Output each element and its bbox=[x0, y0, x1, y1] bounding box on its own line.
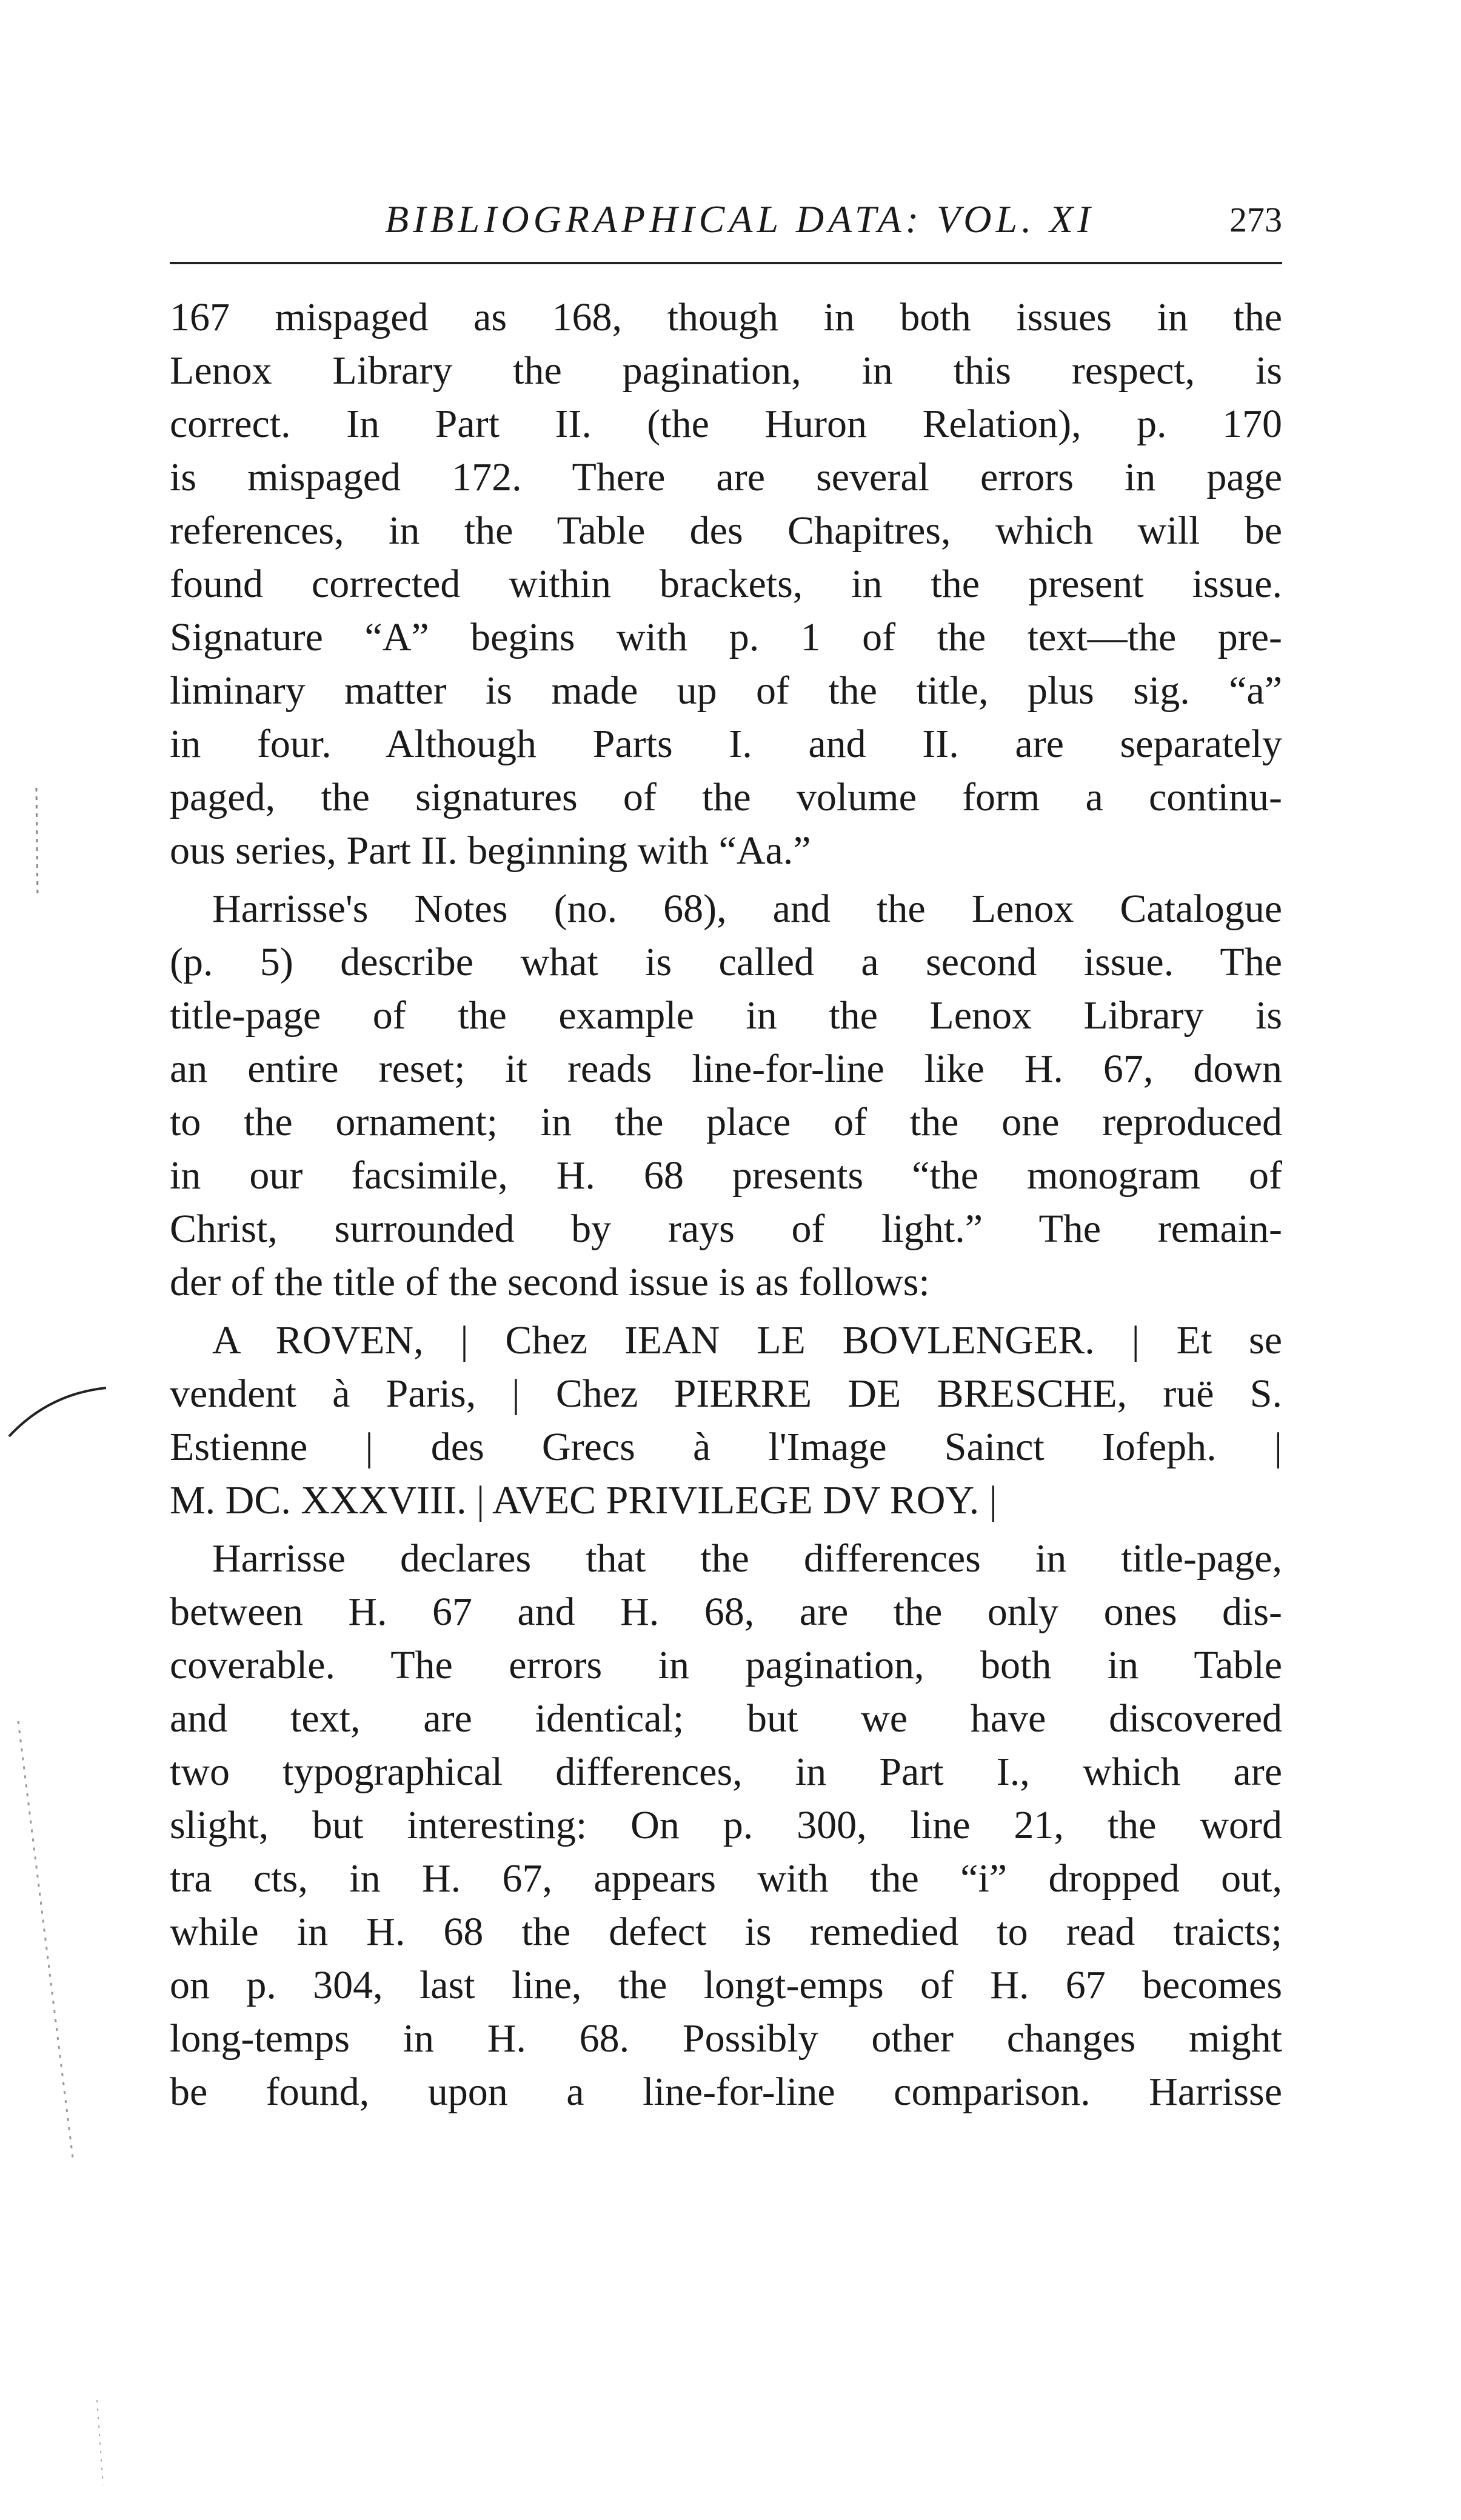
text-line: Lenox Library the pagination, in this respect, is bbox=[170, 348, 1282, 393]
text-line: 167 mispaged as 168, though in both issues in the bbox=[170, 295, 1282, 339]
text-line: two typographical differences, in Part I., which are bbox=[170, 1750, 1282, 1794]
paragraph-gap bbox=[170, 1527, 1282, 1532]
text-line: title-page of the example in the Lenox Library is bbox=[170, 993, 1282, 1038]
text-line: while in H. 68 the defect is remedied to read traicts; bbox=[170, 1910, 1282, 1954]
text-line: on p. 304, last line, the longt-emps of H. 67 becomes bbox=[170, 1963, 1282, 2007]
text-line: Signature “A” begins with p. 1 of the text—the pre- bbox=[170, 615, 1282, 659]
text-line: A ROVEN, | Chez IEAN LE BOVLENGER. | Et se bbox=[212, 1318, 1282, 1362]
text-line: Harrisse's Notes (no. 68), and the Lenox Catalogue bbox=[212, 887, 1282, 931]
text-line: an entire reset; it reads line-for-line like H. 67, down bbox=[170, 1047, 1282, 1091]
running-title: BIBLIOGRAPHICAL DATA: VOL. XI bbox=[385, 198, 1095, 241]
text-line: to the ornament; in the place of the one reproduced bbox=[170, 1100, 1282, 1144]
text-line: be found, upon a line-for-line comparison. Harrisse bbox=[170, 2070, 1282, 2114]
text-line: and text, are identical; but we have discovered bbox=[170, 1696, 1282, 1741]
text-line: Christ, surrounded by rays of light.” The remain- bbox=[170, 1207, 1282, 1251]
text-line: references, in the Table des Chapitres, which will be bbox=[170, 508, 1282, 553]
paragraph-gap bbox=[170, 1309, 1282, 1314]
text-line: ous series, Part II. beginning with “Aa.” bbox=[170, 828, 811, 873]
page-number: 273 bbox=[1229, 200, 1282, 239]
body-text bbox=[170, 291, 1282, 2119]
text-line: tra cts, in H. 67, appears with the “i” dropped out, bbox=[170, 1856, 1282, 1901]
text-line: Harrisse declares that the differences in title-page, bbox=[212, 1536, 1282, 1581]
text-line: paged, the signatures of the volume form a continu- bbox=[170, 775, 1282, 819]
text-line: vendent à Paris, | Chez PIERRE DE BRESCHE, ruë S. bbox=[170, 1372, 1282, 1416]
text-line: Estienne | des Grecs à l'Image Sainct Iofeph. | bbox=[170, 1425, 1282, 1469]
text-line: der of the title of the second issue is as follows: bbox=[170, 1260, 930, 1304]
text-line: coverable. The errors in pagination, both in Table bbox=[170, 1643, 1282, 1687]
text-line: slight, but interesting: On p. 300, line 21, the word bbox=[170, 1803, 1282, 1847]
text-line: found corrected within brackets, in the present issue. bbox=[170, 562, 1282, 606]
text-line: liminary matter is made up of the title, plus sig. “a” bbox=[170, 668, 1282, 713]
text-line: in our facsimile, H. 68 presents “the monogram of bbox=[170, 1153, 1282, 1198]
running-header bbox=[170, 197, 1282, 252]
text-line: correct. In Part II. (the Huron Relation), p. 170 bbox=[170, 402, 1282, 446]
text-line: long-temps in H. 68. Possibly other changes might bbox=[170, 2016, 1282, 2061]
text-line: in four. Although Parts I. and II. are separately bbox=[170, 722, 1282, 766]
text-line: (p. 5) describe what is called a second issue. The bbox=[170, 940, 1282, 984]
header-rule bbox=[170, 262, 1282, 264]
paragraph-gap bbox=[170, 878, 1282, 882]
text-line: is mispaged 172. There are several errors in page bbox=[170, 455, 1282, 499]
text-line: M. DC. XXXVIII. | AVEC PRIVILEGE DV ROY. | bbox=[170, 1478, 997, 1522]
text-line: between H. 67 and H. 68, are the only ones dis- bbox=[170, 1590, 1282, 1634]
